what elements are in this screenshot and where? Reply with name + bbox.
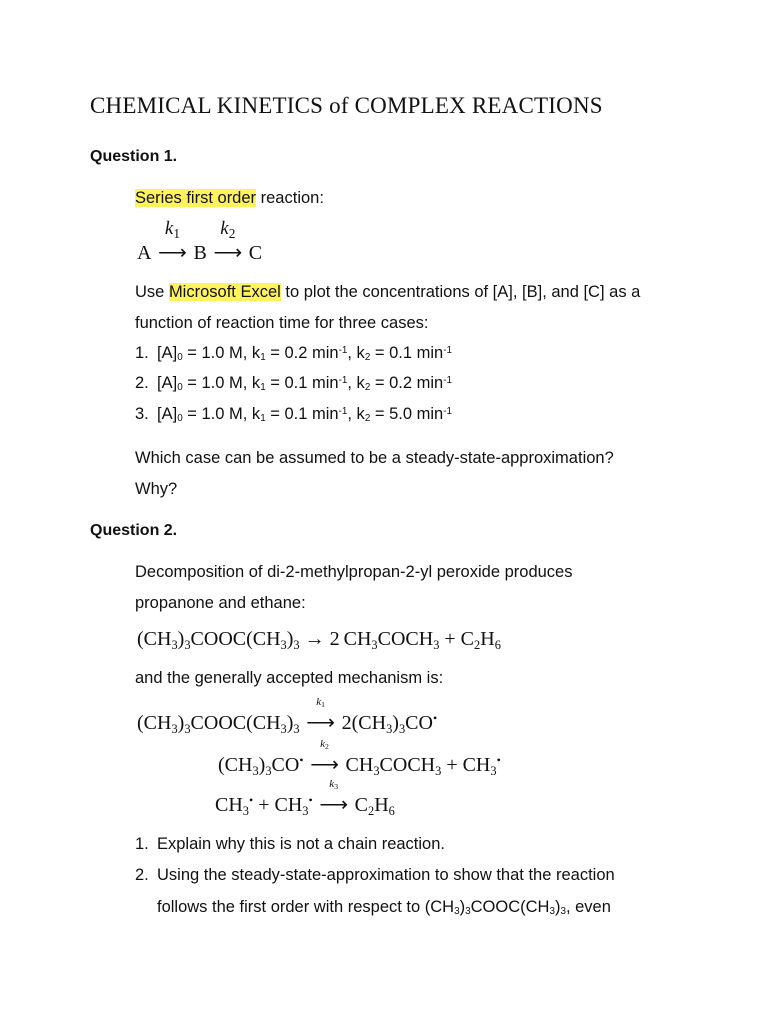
q2-mechanism-intro: and the generally accepted mechanism is: [135, 669, 444, 687]
species-c: C [248, 242, 263, 264]
rate-constant-k2: $k_2$ [220, 218, 236, 241]
overall-reaction-equation: $(CH_3)_3COOC(CH_3)_3 \to 2$ $CH_3COCH_3 + C_2H_6$ [137, 628, 501, 652]
case-item: 3. $[A]_0 = 1.0$ M, $k_1 = 0.1$ $\min^{-1}$, $k_2 = 5.0$ $\min^{-1}$ [135, 405, 453, 425]
q1-intro [135, 189, 324, 208]
species-b: B [193, 242, 207, 264]
rate-constant-k1: $k_1$ [164, 218, 180, 241]
mechanism-step-2: $(CH_3)_3CO^•$ $k_2$ ⟶ $CH_3COCH_3 + CH_3^•$ [218, 738, 501, 778]
q1-intro-rest: reaction: [256, 189, 324, 207]
mechanism-step-3: $CH_3^• + CH_3^•$ $k_3$ ⟶ $C_2H_6$ [215, 778, 395, 818]
q2-intro-line1: Decomposition of di-2-methylpropan-2-yl peroxide produces [135, 563, 573, 581]
q1-use-line: Use Microsoft Excel to plot the concentrations of [A], [B], and [C] as a [135, 283, 641, 301]
reaction-arrow-k1: $k_1$ ⟶ [155, 240, 189, 265]
page-title: CHEMICAL KINETICS of COMPLEX REACTIONS [90, 93, 603, 118]
case-item: 2. $[A]_0 = 1.0$ M, $k_1 = 0.1$ $\min^{-1}$, $k_2 = 0.2$ $\min^{-1}$ [135, 374, 453, 394]
question-1-heading: Question 1. [90, 148, 178, 165]
list-item: 1. Explain why this is not a chain reaction. [135, 835, 445, 853]
reaction-arrow-k2: $k_2$ ⟶ [211, 240, 245, 265]
list-item-continuation: follows the first order with respect to $(CH_3)_3COOC(CH_3)_3$, even [157, 898, 611, 918]
q2-intro-line2: propanone and ethane: [135, 594, 306, 612]
case-item: 1. $[A]_0 = 1.0$ M, $k_1 = 0.2$ $\min^{-1}$, $k_2 = 0.1$ $\min^{-1}$ [135, 344, 453, 364]
species-a: A [137, 242, 152, 264]
q1-question-line1: Which case can be assumed to be a steady-state-approximation? [135, 449, 614, 467]
q1-line2: function of reaction time for three cases: [135, 314, 429, 332]
series-reaction-scheme [137, 218, 263, 265]
highlight-microsoft-excel: Microsoft Excel [168, 283, 281, 301]
q1-question-line2: Why? [135, 480, 178, 498]
highlight-series-first-order: Series first order [135, 189, 257, 207]
question-2-heading: Question 2. [90, 522, 178, 539]
mechanism-step-1: $(CH_3)_3COOC(CH_3)_3$ $k_1$ ⟶ $2(CH_3)_3CO^•$ [137, 696, 438, 736]
list-item: 2. Using the steady-state-approximation to show that the reaction [135, 866, 615, 884]
